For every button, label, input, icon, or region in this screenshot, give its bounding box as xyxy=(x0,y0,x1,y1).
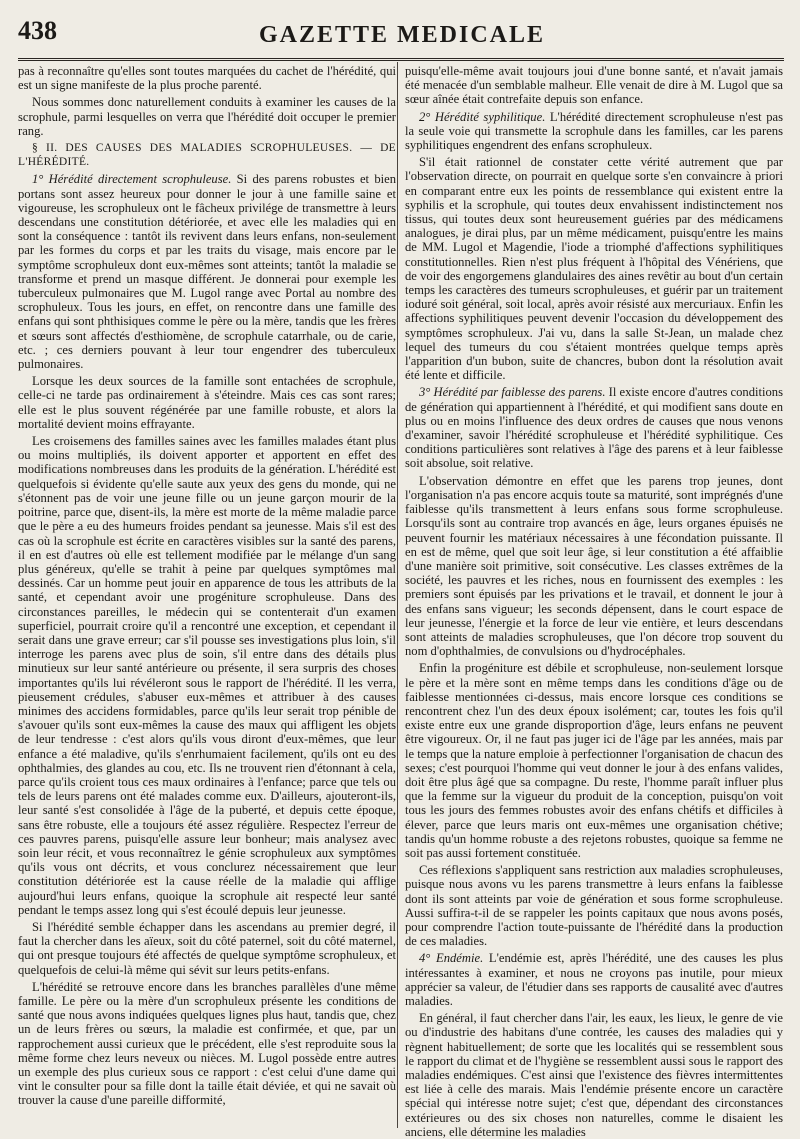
paragraph-body: Il existe encore d'autres conditions de génération qui appartiennent à l'hérédité, et qui modifient sans doute en plus ou en moins l'influence des deux ordres de causes que nous venons d'examiner, savoir l'hérédité scrophuleuse et l'hérédité syphilitique. Ces conditions particulières sont relatives à l'âge des parens et à leur faiblesse soit absolue, soit relative. xyxy=(405,385,783,471)
paragraph-lead: 3° Hérédité par faiblesse des parens. xyxy=(419,385,606,400)
paragraph xyxy=(405,110,783,153)
paragraph xyxy=(405,951,783,1008)
paragraph: Si l'hérédité semble échapper dans les ascendans au premier degré, il faut la chercher dans les aïeux, soit du côté paternel, soit du côté maternel, qui ont presque toujours été affectés de quelque symptôme scrophuleux, et quelquefois de celui-là même qui sévit sur leurs petits-enfans. xyxy=(18,919,396,977)
paragraph: pas à reconnaître qu'elles sont toutes marquées du cachet de l'hérédité, qui est un signe manifeste de la plus proche parenté. xyxy=(18,64,396,93)
paragraph: Ces réflexions s'appliquent sans restriction aux maladies scrophuleuses, puisque nous avons vu les parens transmettre à leurs enfans la faiblesse dont ils sont atteints par voie de génération et sous forme scrophuleuse. Aussi suffira-t-il de se rappeler les points capitaux que nous avons posés, pour comprendre l'action toute-puissante de l'hérédité dans la production de ces maladies. xyxy=(405,863,783,949)
paragraph: En général, il faut chercher dans l'air, les eaux, les lieux, le genre de vie ou d'industrie des habitans d'une contrée, les causes des maladies qui y règnent habituellement; de sorte que les localités qui se ressemblent sous le rapport du climat et de l'hygiène se ressemblent aussi sous le rapport des maladies endémiques. C'est ainsi que l'existence des fièvres intermittentes est liée à celle des marais. Mais l'endémie présente encore un caractère spécial qui intéresse notre sujet; c'est que, dépendant des circonstances extérieures ou des six choses non naturelles, comme le disaient les anciens, elle détermine les maladies xyxy=(405,1011,783,1139)
paragraph: L'hérédité se retrouve encore dans les branches parallèles d'une même famille. Le père ou la mère d'un scrophuleux présente les conditions de santé que nous avons indiquées quelques lignes plus haut, tandis que, chez un de leurs frères ou sœurs, la maladie est confirmée, et que, par un rapprochement aussi curieux que le précédent, elle s'est reproduite sous la même forme chez leurs neveux ou nièces. M. Lugol possède entre autres un exemple des plus curieux sous ce rapport : c'est celui d'une dame qui vint le consulter pour sa fille dont la taille était déviée, et qui ne savait où trouver la cause d'une pareille difformité, xyxy=(18,979,396,1108)
paragraph: puisqu'elle-même avait toujours joui d'une bonne santé, et n'avait jamais été menacée d'un semblable malheur. Elle venait de dire à M. Lugol que sa sœur aînée était contrefaite depuis son enfance. xyxy=(405,64,783,107)
paragraph: Les croisemens des familles saines avec les familles malades étant plus ou moins multipliés, ils doivent apporter et apportent en effet des modifications nombreuses dans les produits de la génération. L'hérédité est quelquefois si évidente qu'elle saute aux yeux des gens du monde, qui ne s'étonnent pas de voir une jeune fille ou un jeune garçon mourir de la poitrine, parce que, disent-ils, la mère est morte de la même maladie parce que le père a eu des humeurs froides pendant sa jeunesse. Mais s'il est des cas où la scrophule est écrite en caractères visibles sur la santé des parens, il en est d'autres où elle est tellement modifiée par le mélange d'un sang plus généreux, qu'elle se trahit à peine par quelques symptômes mal dessinés. Car un homme peut jouir en apparence de tous les attributs de la santé, et cependant avoir une progéniture scrophuleuse. Dans des circonstances pareilles, le médecin qui se contenterait d'un examen superficiel, pourrait croire qu'il a rencontré une exception, et cependant il serait dans une grave erreur; car s'il pousse ses investigations plus loin, s'il interroge les parens avec plus de soin, s'il entre dans des détails plus minutieux sur leur santé antérieure ou présente, il sera surpris des choses importantes qu'ils lui révéleront sous le rapport de l'hérédité. Il les verra, pieusement crédules, s'abuser eux-mêmes et attribuer à des causes minimes des accidens formidables, parce qu'ils leur serait trop pénible de s'avouer qu'ils sont eux-mêmes la cause des maux qui affligent les objets de leur tendresse : c'est alors qu'ils vous diront d'eux-mêmes, que leur enfance a été maladive, qu'ils s'enrhumaient facilement, qu'ils ont eu des ophthalmies, des glandes au cou, etc. Ils ne trouvent rien d'étonnant à cela, parce qu'ils croient tous ces maux ordinaires à l'enfance; parce que tels ou tels de leurs parens ont été malades comme eux. D'ailleurs, ajouteront-ils, leur santé s'est consolidée à l'âge de la puberté, et depuis cette époque, sans être robuste, elle a toujours été assez régulière. Respectez l'erreur de ces pauvres parens, puisqu'elle assure leur bonheur; mais analysez avec soin leur récit, et vous reconnaîtrez le génie scrophuleux aux symptômes qu'ils vous ont décrits, et vous conclurez nécessairement que leur constitution détériorée est la cause réelle de la maladie qui afflige aujourd'hui leurs enfans, quoique la scrophule ait respecté leur santé pendant le temps assez long qui s'est écoulé depuis leur jeunesse. xyxy=(18,434,396,917)
header-rule xyxy=(18,58,784,61)
paragraph-body: L'endémie est, après l'hérédité, une des causes les plus intéressantes à examiner, et nous ne croyons pas inutile, pour mieux apprécier sa valeur, de l'étudier dans ses rapports de causalité avec d'autres maladies. xyxy=(405,951,783,1008)
paragraph-body: Si des parens robustes et bien portans sont assez heureux pour donner le jour à une famille saine et vigoureuse, les scrophuleux ont le fâcheux privilége de transmettre à leurs descendans une constitution détériorée, et avec elle les maladies qui en sont la conséquence : tantôt ils revivent dans leurs enfans, non-seulement par les formes du corps et par les traits du visage, mais encore par le symptôme scrophuleux dont eux-mêmes sont atteints; tantôt la maladie se transforme et prend un masque différent. Je donnerai pour exemple les tuberculeux pulmonaires que M. Lugol range avec Portal au nombre des scrophuleux. Tous les jours, en effet, on rencontre dans une famille des enfans qui sont phthisiques comme le père ou la mère, tandis que les frères et sœurs sont affectés d'esthiomène, de scrophule catarrhale, ou de carie, etc. ; ces derniers pouvant à leur tour engendrer des tuberculeux pulmonaires. xyxy=(18,172,397,372)
right-column xyxy=(405,64,783,1139)
paragraph-lead: 1° Hérédité directement scrophuleuse. xyxy=(32,172,232,187)
paragraph-body: L'hérédité directement scrophuleuse n'est pas la seule voie qui transmette la scrophule dans les familles, car les parens syphilitiques engendrent des enfans scrophuleux. xyxy=(405,109,783,153)
page-header xyxy=(18,14,786,54)
journal-title: GAZETTE MEDICALE xyxy=(258,22,546,48)
paragraph: Nous sommes donc naturellement conduits à examiner les causes de la scrophule, parmi lesquelles on verra que l'hérédité doit occuper le premier rang. xyxy=(18,95,396,138)
paragraph: S'il était rationnel de constater cette vérité autrement que par l'observation directe, on pourrait en quelque sorte s'en convaincre à priori en comparant entre eux les points de ressemblance qui existent entre la syphilis et la scrophule, qui toutes deux envahissent indistinctement nos tissus, qui toutes deux sont heureusement guéries par des médicamens analogues, je dirai plus, par un même médicament, puisqu'entre les mains de MM. Lugol et Magendie, l'iode a triomphé d'affections syphilitiques constitutionnelles. Rien n'est plus fréquent à l'hôpital des Vénériens, que de voir des engorgemens glandulaires des aines revêtir au bout d'un certain temps les caractères des tumeurs scrophuleuses, et guérir par un traitement ioduré soit général, soit local, après avoir résisté aux mercuriaux. Enfin les affections syphilitiques peuvent devenir l'occasion du développement des symptômes scrophuleux. J'ai vu, dans la salle St-Jean, un malade chez lequel des tumeurs du cou s'étaient montrées quelque temps après l'apparition d'un bubon, suite de chancres, bubon dont la résolution avait été lente et difficile. xyxy=(405,155,783,383)
paragraph: L'observation démontre en effet que les parens trop jeunes, dont l'organisation n'a pas encore acquis toute sa maturité, sont imprégnés d'une faiblesse qu'ils transmettent à leurs enfans sous forme scrophuleuse. Lorsqu'ils sont au contraire trop avancés en âge, leurs organes épuisés ne peuvent fournir les matériaux nécessaires à une fécondation puissante. Il en est de même, quel que soit leur âge, si leur constitution a été affaiblie d'une manière soit primitive, soit consécutive. Les classes extrêmes de la société, les pauvres et les riches, nous en fournissent des exemples : les premiers sont épuisés par les privations et le travail, et donnent le jour à des enfans sans vigueur; les seconds dépensent, dans le court espace de leur jeunesse, l'énergie et la force de leur vie entière, et leurs descendans sont atteints de maladies scrophuleuses, que l'on décore trop souvent du nom d'ophthalmies, de convulsions ou d'hydrocéphales. xyxy=(405,473,783,659)
paragraph xyxy=(18,172,396,371)
paragraph-lead: 4° Endémie. xyxy=(419,951,484,966)
section-heading: § II. DES CAUSES DES MALADIES SCROPHULEUSES. — DE L'HÉRÉDITÉ. xyxy=(18,142,396,169)
paragraph-lead: 2° Hérédité syphilitique. xyxy=(419,109,546,124)
paragraph: Lorsque les deux sources de la famille sont entachées de scrophule, celle-ci ne tarde pas ordinairement à s'éteindre. Mais ces cas sont rares; elle est le plus souvent régénérée par une famille robuste, et alors la mortalité devient moins effrayante. xyxy=(18,374,396,431)
page-number: 438 xyxy=(18,16,57,45)
column-divider xyxy=(397,62,398,1128)
paragraph: Enfin la progéniture est débile et scrophuleuse, non-seulement lorsque le père et la mère sont en même temps dans les conditions d'âge ou de faiblesse mentionnées ci-dessus, mais encore lorsque ces conditions se rencontrent chez l'un des deux époux isolément; car, toutes les fois qu'il existe entre eux une grande disproportion d'âge, leurs enfans ne peuvent être vigoureux. Or, il ne faut pas juger ici de l'âge par les années, mais par le temps que la nature emploie à perfectionner l'organisation de chacun des sexes; c'est pourquoi l'homme qui veut donner le jour à des enfans valides, doit être plus âgé que sa compagne. Du reste, l'homme paraît influer plus que la femme sur la vigueur du produit de la conception, puisqu'on voit tous les jours des femmes robustes avoir des enfans chétifs et difficiles à élever, parce que leurs maris ont eux-mêmes une organisation chétive; tandis qu'un homme robuste a des rejetons robustes, quoique sa femme ne soit pas aussi fortement constituée. xyxy=(405,661,783,860)
left-column xyxy=(18,64,396,1126)
paragraph xyxy=(405,385,783,470)
